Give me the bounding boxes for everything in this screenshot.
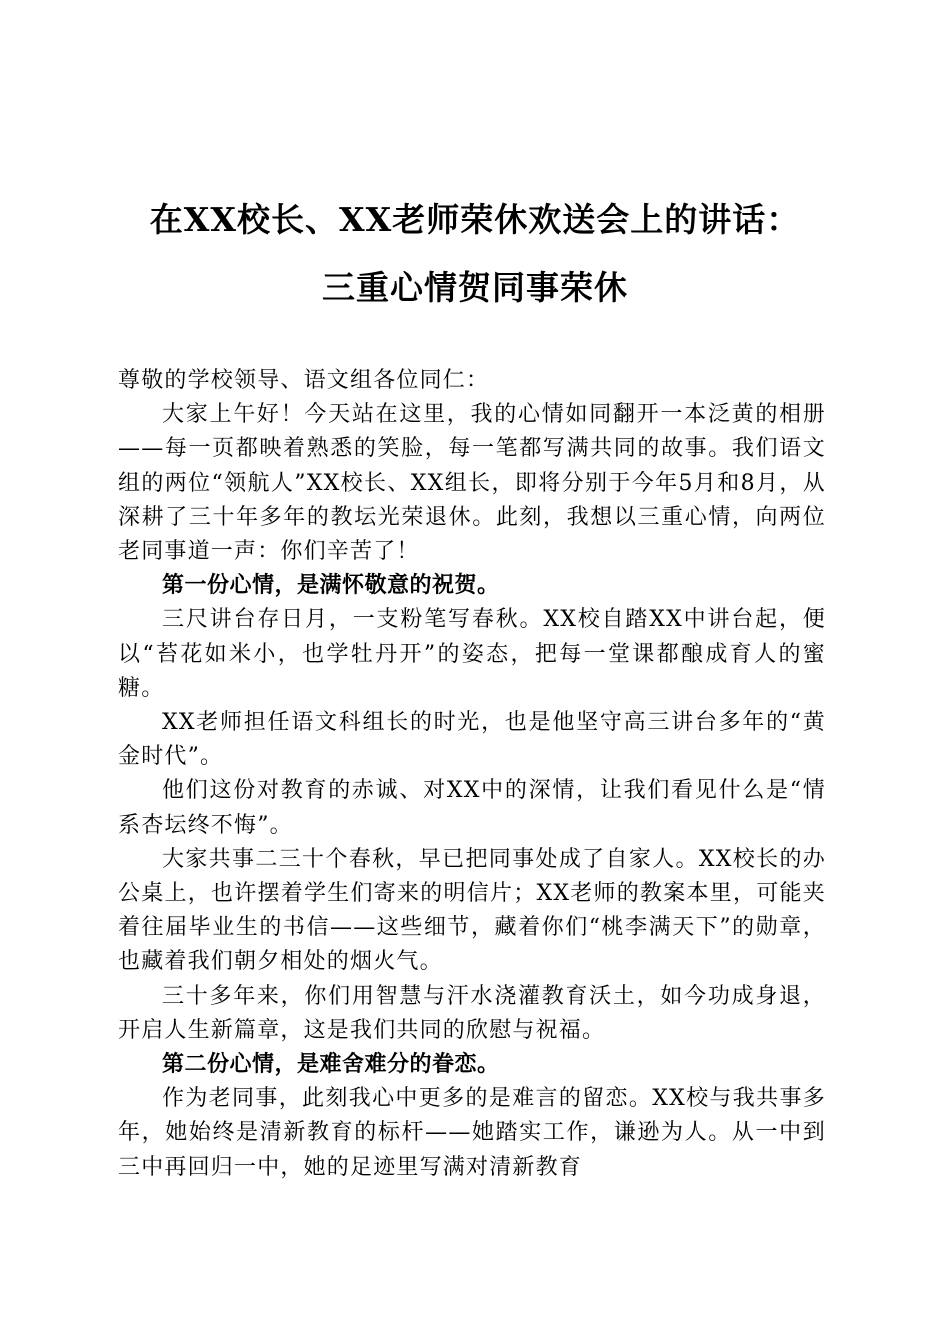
paragraph: 三尺讲台存日月，一支粉笔写春秋。XX校自踏XX中讲台起，便以“苔花如米小，也学牡丹开”的姿态，把每一堂课都酿成育人的蜜糖。 bbox=[118, 607, 826, 701]
salutation: 尊敬的学校领导、语文组各位同仁： bbox=[118, 368, 490, 393]
document-title-line-2: 三重心情贺同事荣休 bbox=[322, 268, 628, 307]
section-heading-second: 第二份心情，是难舍难分的眷恋。 bbox=[162, 1052, 500, 1078]
document-title-line-1: 在XX校长、XX老师荣休欢送会上的讲话： bbox=[149, 200, 801, 239]
paragraph: 大家共事二三十个春秋，早已把同事处成了自家人。XX校长的办公桌上，也许摆着学生们寄来的明信片；XX老师的教案本里，可能夹着往届毕业生的书信——这些细节，藏着你们“桃李满天下”的勋章，也藏着我们朝夕相处的烟火气。 bbox=[118, 846, 826, 975]
paragraph: 作为老同事，此刻我心中更多的是难言的留恋。XX校与我共事多年，她始终是清新教育的标杆——她踏实工作，谦逊为人。从一中到三中再回归一中，她的足迹里写满对清新教育 bbox=[118, 1086, 826, 1180]
paragraph: XX老师担任语文科组长的时光，也是他坚守高三讲台多年的“黄金时代”。 bbox=[118, 710, 826, 770]
document-body bbox=[118, 364, 826, 1185]
paragraph-greeting: 大家上午好！今天站在这里，我的心情如同翻开一本泛黄的相册——每一页都映着熟悉的笑脸，每一笔都写满共同的故事。我们语文组的两位“领航人”XX校长、XX组长，即将分别于今年5月和8月，从深耕了三十年多年的教坛光荣退休。此刻，我想以三重心情，向两位老同事道一声：你们辛苦了！ bbox=[118, 402, 826, 565]
paragraph: 他们这份对教育的赤诚、对XX中的深情，让我们看见什么是“情系杏坛终不悔”。 bbox=[118, 778, 826, 838]
section-heading-first: 第一份心情，是满怀敬意的祝贺。 bbox=[162, 573, 500, 599]
paragraph: 三十多年来，你们用智慧与汗水浇灌教育沃土，如今功成身退，开启人生新篇章，这是我们共同的欣慰与祝福。 bbox=[118, 983, 826, 1043]
